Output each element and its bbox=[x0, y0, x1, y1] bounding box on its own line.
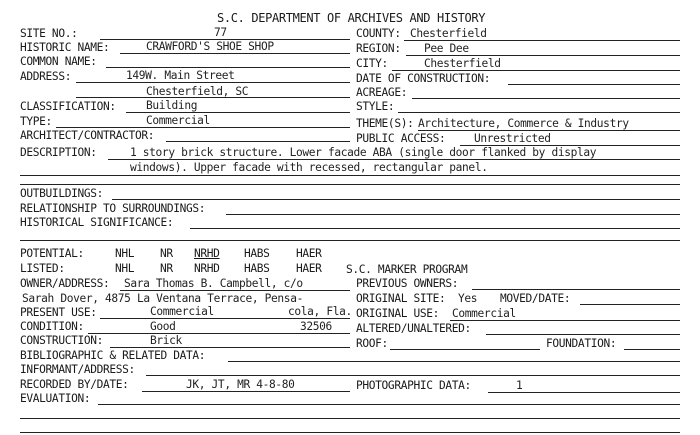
present-use-line bbox=[100, 318, 350, 319]
style-line bbox=[398, 112, 680, 113]
historic-name-label: HISTORIC NAME: bbox=[20, 41, 110, 54]
foundation-line bbox=[624, 349, 680, 350]
moved-date-line bbox=[580, 304, 680, 305]
foundation-label: FOUNDATION: bbox=[546, 337, 617, 350]
address-line-1 bbox=[76, 82, 350, 83]
present-use-value: Commercial bbox=[150, 305, 214, 318]
city-label: CITY: bbox=[356, 57, 388, 70]
themes-value: Architecture, Commerce & Industry bbox=[418, 117, 629, 130]
previous-owners-line bbox=[472, 289, 680, 290]
moved-date-label: MOVED/DATE: bbox=[500, 292, 571, 305]
listed-nr: NR bbox=[160, 262, 173, 275]
classification-line bbox=[126, 112, 350, 113]
description-label: DESCRIPTION: bbox=[20, 146, 97, 159]
evaluation-line-3 bbox=[20, 432, 680, 433]
description-line-1: 1 story brick structure. Lower facade ABA (single door flanked by display bbox=[130, 146, 597, 159]
bibliographic-line bbox=[228, 361, 680, 362]
relationship-line bbox=[226, 214, 680, 215]
altered-label: ALTERED/UNALTERED: bbox=[356, 322, 471, 335]
condition-label: CONDITION: bbox=[20, 320, 84, 333]
site-no-value: 77 bbox=[214, 26, 227, 39]
description-underline-2 bbox=[20, 175, 680, 176]
historical-significance-line-2 bbox=[20, 240, 680, 241]
photographic-value: 1 bbox=[516, 379, 523, 392]
outbuildings-line bbox=[112, 199, 680, 200]
evaluation-line-2 bbox=[20, 418, 680, 419]
recorded-by-label: RECORDED BY/DATE: bbox=[20, 378, 129, 391]
city-line bbox=[392, 70, 680, 71]
address-value-1: 149W. Main Street bbox=[126, 69, 235, 82]
owner-line-1: Sara Thomas B. Campbell, c/o bbox=[124, 277, 303, 290]
architect-label: ARCHITECT/CONTRACTOR: bbox=[20, 129, 155, 142]
listed-habs: HABS bbox=[244, 262, 270, 275]
listed-label: LISTED: bbox=[20, 262, 65, 275]
recorded-by-line bbox=[142, 391, 350, 392]
owner-label: OWNER/ADDRESS: bbox=[20, 277, 110, 290]
potential-nrhd: NRHD bbox=[194, 247, 220, 260]
construction-label: CONSTRUCTION: bbox=[20, 334, 104, 347]
acreage-line bbox=[412, 98, 680, 99]
marker-program: S.C. MARKER PROGRAM bbox=[346, 263, 468, 276]
county-label: COUNTY: bbox=[356, 27, 401, 40]
informant-line bbox=[146, 375, 680, 376]
form-header: S.C. DEPARTMENT OF ARCHIVES AND HISTORY bbox=[217, 11, 486, 25]
potential-habs: HABS bbox=[244, 247, 270, 260]
description-line-2: windows). Upper facade with recessed, rectangular panel. bbox=[130, 161, 488, 174]
owner-line-4: 32506 bbox=[300, 320, 332, 333]
county-value: Chesterfield bbox=[410, 27, 487, 40]
historic-name-value: CRAWFORD'S SHOE SHOP bbox=[146, 40, 274, 53]
region-value: Pee Dee bbox=[424, 42, 469, 55]
present-use-label: PRESENT USE: bbox=[20, 306, 97, 319]
historical-significance-line bbox=[190, 228, 680, 229]
address-value-2: Chesterfield, SC bbox=[146, 85, 249, 98]
classification-value: Building bbox=[146, 99, 198, 112]
section-divider bbox=[20, 184, 680, 185]
historic-name-line bbox=[120, 53, 350, 54]
type-value: Commercial bbox=[146, 114, 210, 127]
roof-label: ROOF: bbox=[356, 337, 388, 350]
type-label: TYPE: bbox=[20, 115, 52, 128]
condition-value: Good bbox=[150, 320, 176, 333]
common-name-label: COMMON NAME: bbox=[20, 55, 97, 68]
construction-line bbox=[110, 347, 350, 348]
original-site-value: Yes bbox=[458, 292, 478, 305]
potential-nhl: NHL bbox=[115, 247, 135, 260]
original-use-value: Commercial bbox=[452, 307, 516, 320]
potential-nr: NR bbox=[160, 247, 173, 260]
listed-nhl: NHL bbox=[115, 262, 135, 275]
evaluation-label: EVALUATION: bbox=[20, 392, 91, 405]
type-line bbox=[56, 127, 350, 128]
architect-line bbox=[166, 141, 350, 142]
date-construction-line bbox=[508, 84, 680, 85]
photographic-line bbox=[488, 392, 680, 393]
potential-label: POTENTIAL: bbox=[20, 247, 84, 260]
address-label: ADDRESS: bbox=[20, 70, 72, 83]
photographic-label: PHOTOGRAPHIC DATA: bbox=[356, 379, 471, 392]
roof-line bbox=[390, 349, 540, 350]
description-underline-1 bbox=[108, 159, 680, 160]
owner-line-3: cola, Fla. bbox=[288, 305, 352, 318]
altered-line bbox=[486, 334, 680, 335]
original-use-line bbox=[450, 320, 680, 321]
owner-line-2: Sarah Dover, 4875 La Ventana Terrace, Pensa- bbox=[22, 292, 303, 305]
owner-underline-1 bbox=[120, 290, 350, 291]
common-name-line bbox=[106, 67, 350, 68]
recorded-by-value: JK, JT, MR 4-8-80 bbox=[186, 378, 295, 391]
public-access-label: PUBLIC ACCESS: bbox=[356, 132, 446, 145]
city-value: Chesterfield bbox=[424, 57, 501, 70]
region-label: REGION: bbox=[356, 42, 401, 55]
evaluation-line bbox=[98, 404, 680, 405]
county-line bbox=[404, 40, 680, 41]
listed-nrhd: NRHD bbox=[194, 262, 220, 275]
date-construction-label: DATE OF CONSTRUCTION: bbox=[356, 72, 491, 85]
site-no-label: SITE NO.: bbox=[20, 27, 78, 40]
classification-label: CLASSIFICATION: bbox=[20, 100, 116, 113]
bibliographic-label: BIBLIOGRAPHIC & RELATED DATA: bbox=[20, 349, 206, 362]
construction-value: Brick bbox=[150, 334, 182, 347]
public-access-value: Unrestricted bbox=[474, 132, 551, 145]
listed-haer: HAER bbox=[296, 262, 322, 275]
original-site-label: ORIGINAL SITE: bbox=[356, 292, 446, 305]
themes-line bbox=[418, 130, 680, 131]
style-label: STYLE: bbox=[356, 100, 395, 113]
condition-line bbox=[88, 333, 350, 334]
address-line-2 bbox=[76, 97, 350, 98]
acreage-label: ACREAGE: bbox=[356, 86, 408, 99]
outbuildings-label: OUTBUILDINGS: bbox=[20, 187, 104, 200]
relationship-label: RELATIONSHIP TO SURROUNDINGS: bbox=[20, 202, 206, 215]
original-use-label: ORIGINAL USE: bbox=[356, 307, 440, 320]
themes-label: THEME(S): bbox=[356, 117, 414, 130]
informant-label: INFORMANT/ADDRESS: bbox=[20, 363, 135, 376]
region-line bbox=[406, 55, 680, 56]
previous-owners-label: PREVIOUS OWNERS: bbox=[356, 277, 459, 290]
potential-haer: HAER bbox=[296, 247, 322, 260]
historical-significance-label: HISTORICAL SIGNIFICANCE: bbox=[20, 216, 174, 229]
